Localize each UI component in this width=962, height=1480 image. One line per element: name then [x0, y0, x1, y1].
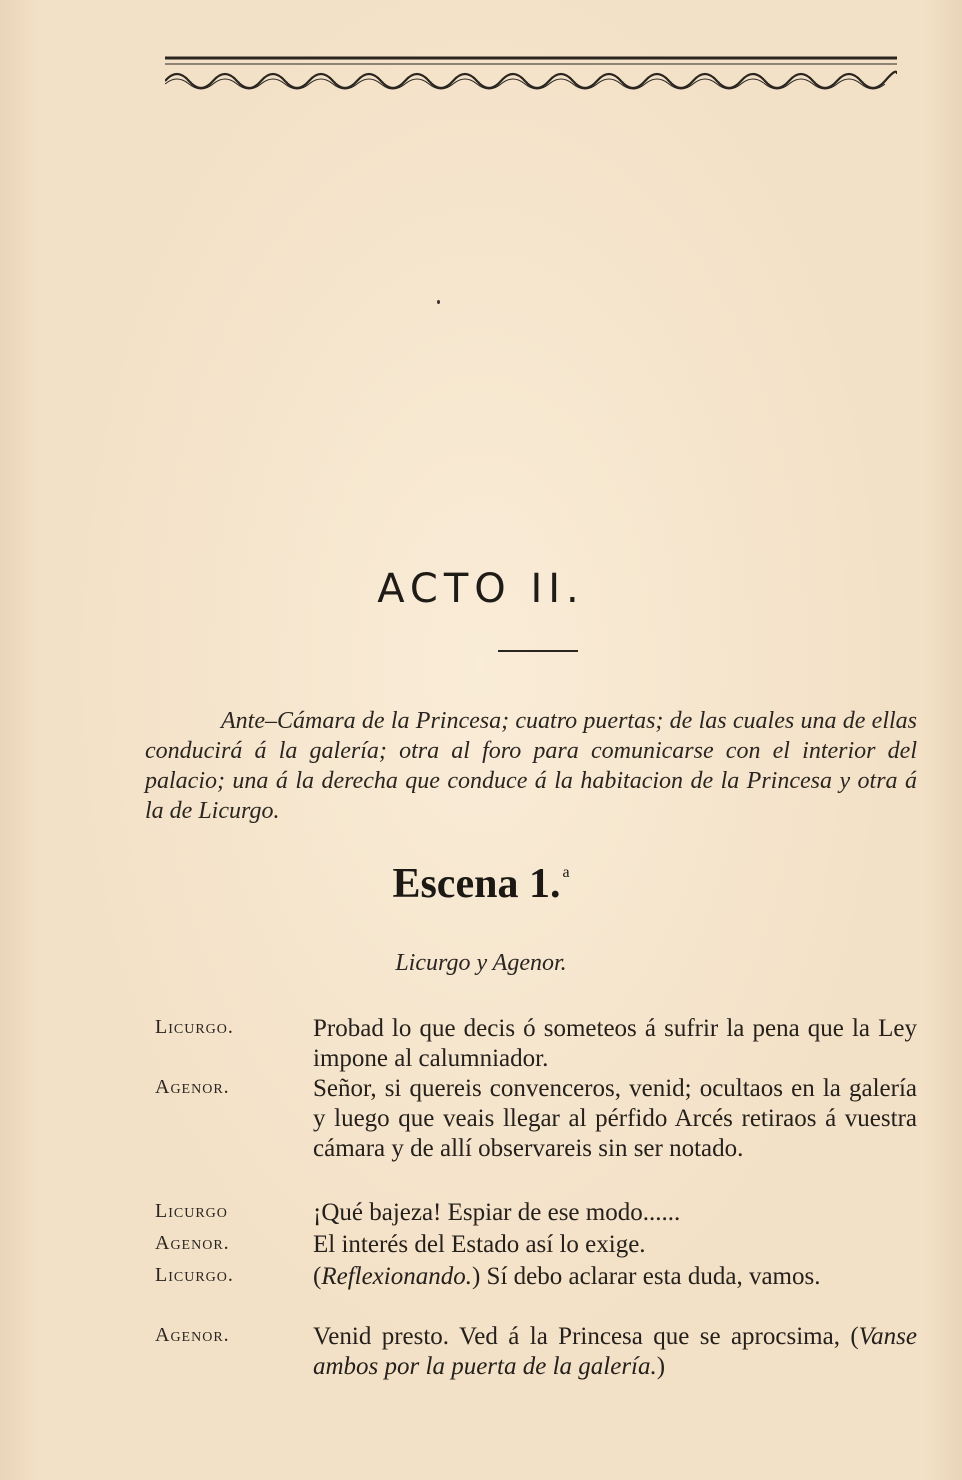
speech-text: Señor, si quereis convenceros, venid; ocultaos en la galería y luego que veais llegar al pérfido Arcés retiraos á vuestra cámara y de allí observareis sin ser notado. — [313, 1075, 917, 1162]
scene-title — [0, 860, 962, 908]
speaker-name: Licurgo. — [155, 1016, 234, 1038]
speech-segment: Venid presto. Ved á la Princesa que se aprocsima, ( — [313, 1323, 859, 1350]
scene-characters: Licurgo y Agenor. — [395, 950, 567, 976]
speaker-name: Licurgo — [155, 1200, 228, 1222]
act-divider — [498, 650, 578, 652]
speech-paren: ( — [313, 1263, 322, 1290]
speaker-name: Agenor. — [155, 1232, 230, 1254]
speech-text: ¡Qué bajeza! Espiar de ese modo...... — [313, 1199, 681, 1226]
scene-title-ordinal: a — [562, 864, 570, 881]
speech-paren: ) — [656, 1353, 666, 1380]
speaker-name: Agenor. — [155, 1324, 230, 1346]
act-title: ACTO II. — [377, 566, 585, 612]
wavy-rule-ornament-icon — [165, 55, 897, 93]
speech-segment: ) Sí debo aclarar esta duda, vamos. — [471, 1263, 821, 1290]
speech-text — [313, 1262, 917, 1292]
speaker-name: Agenor. — [155, 1076, 230, 1098]
stage-aside: Reflexionando. — [321, 1263, 472, 1290]
speech-text: El interés del Estado así lo exige. — [313, 1231, 646, 1258]
scene-title-text: Escena 1. — [392, 861, 561, 907]
speech-text: Probad lo que decis ó someteos á sufrir la pena que la Ley impone al calumniador. — [313, 1015, 917, 1072]
speaker-name: Licurgo. — [155, 1264, 234, 1286]
speech-text — [313, 1322, 917, 1382]
stage-aside: Vanse ambos por la puerta de la galería. — [313, 1323, 917, 1380]
stage-direction: Ante–Cámara de la Princesa; cuatro puertas; de las cuales una de ellas conducirá á la galería; otra al foro para comunicarse con el interior del palacio; una á la derecha que conduce á la habitacion de la Princesa y otra á la de Licurgo. — [145, 708, 917, 824]
print-speck — [437, 300, 440, 304]
